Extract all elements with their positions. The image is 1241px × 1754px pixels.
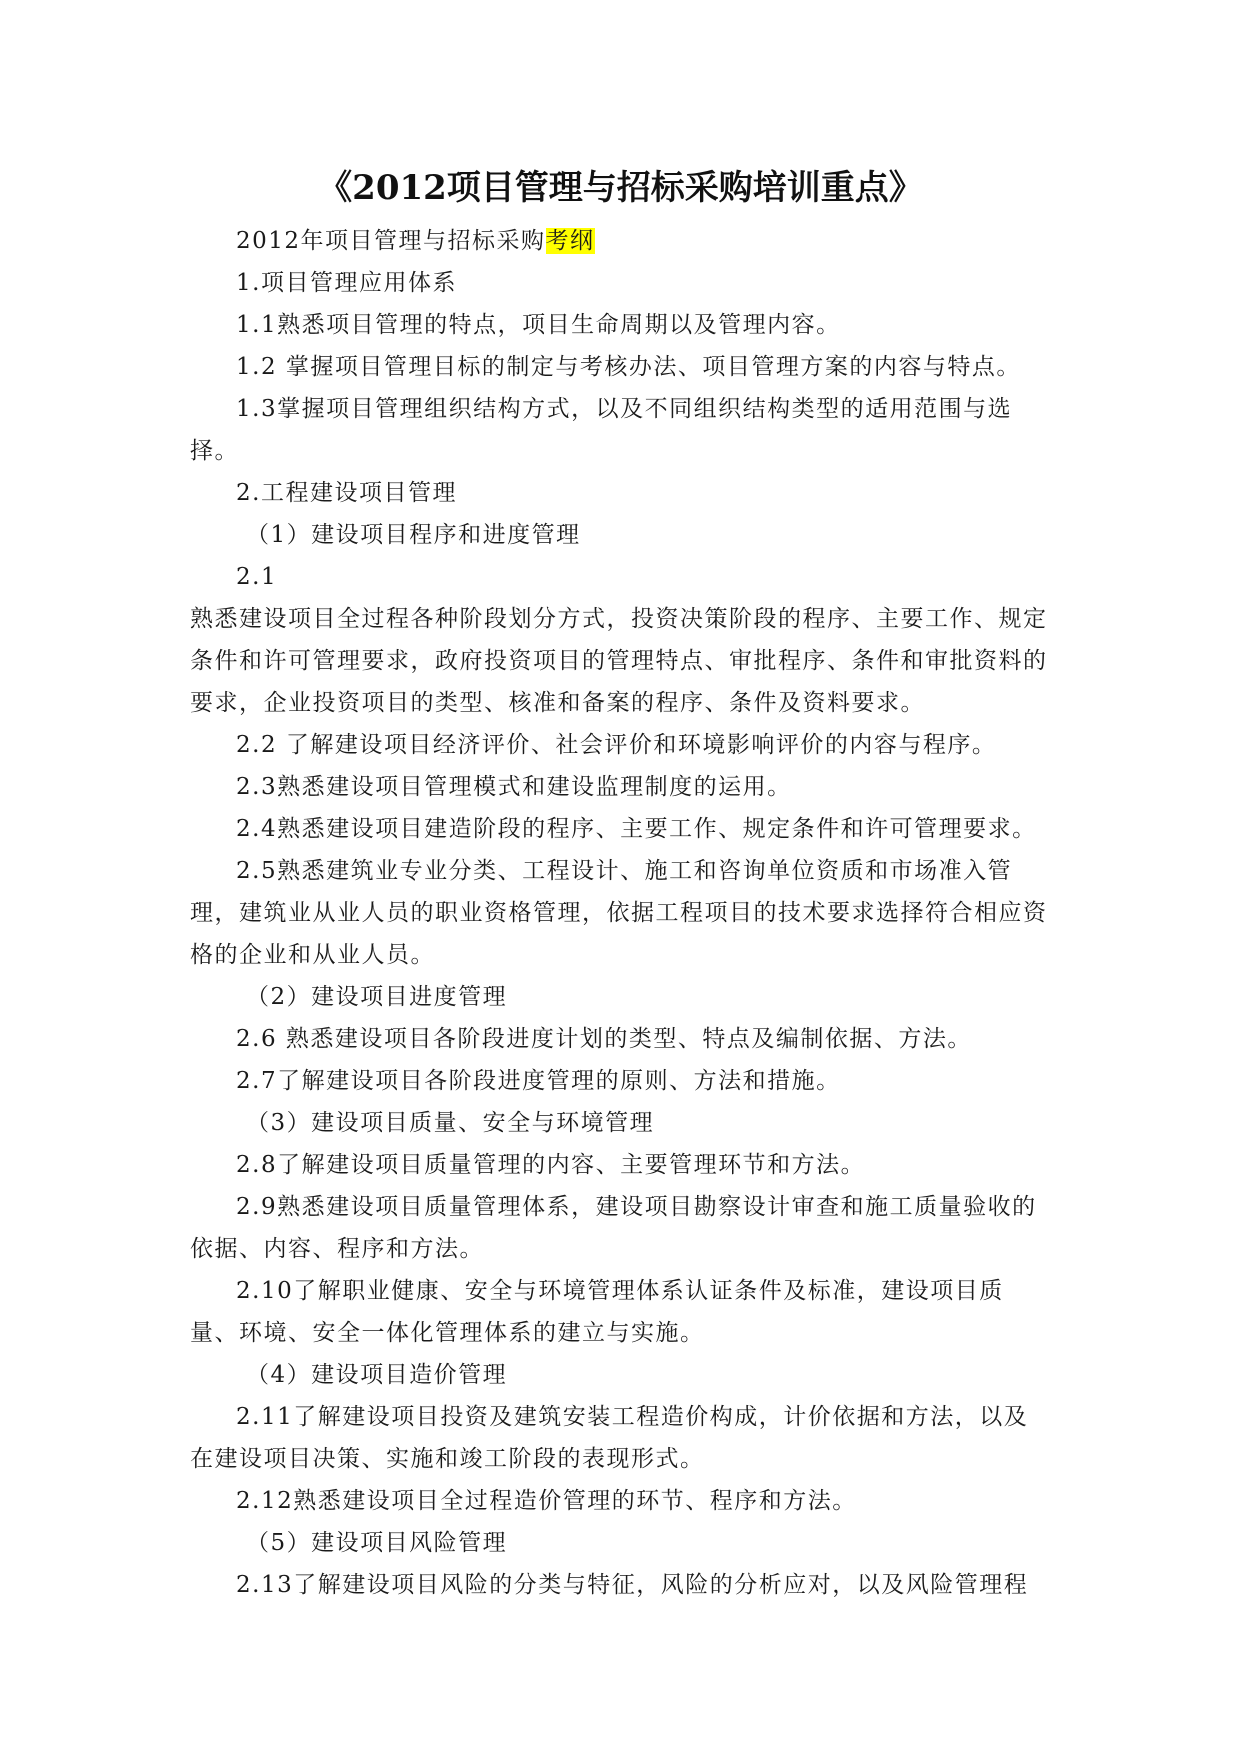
syllabus-subject: 项目管理与招标采购 bbox=[325, 228, 546, 254]
paragraph: 2.6 熟悉建设项目各阶段进度计划的类型、特点及编制依据、方法。 bbox=[236, 1026, 972, 1052]
paragraph: 2.13了解建设项目风险的分类与特征，风险的分析应对，以及风险管理程 bbox=[236, 1572, 1029, 1598]
paragraph: 2.2 了解建设项目经济评价、社会评价和环境影响评价的内容与程序。 bbox=[236, 732, 997, 758]
syllabus-highlight: 考纲 bbox=[545, 228, 595, 254]
paragraph: （2）建设项目进度管理 bbox=[246, 984, 508, 1010]
paragraph: 2.12熟悉建设项目全过程造价管理的环节、程序和方法。 bbox=[236, 1488, 857, 1514]
paragraph-list bbox=[190, 262, 1050, 1606]
paragraph: 1.项目管理应用体系 bbox=[236, 270, 457, 296]
paragraph: 1.3掌握项目管理组织结构方式，以及不同组织结构类型的适用范围与选择。 bbox=[190, 396, 1013, 464]
paragraph: 2.5熟悉建筑业专业分类、工程设计、施工和咨询单位资质和市场准入管理，建筑业从业人员的职业资格管理，依据工程项目的技术要求选择符合相应资格的企业和从业人员。 bbox=[190, 858, 1048, 968]
paragraph: 2.10了解职业健康、安全与环境管理体系认证条件及标准，建设项目质量、环境、安全一体化管理体系的建立与实施。 bbox=[190, 1278, 1004, 1346]
paragraph: 2.9熟悉建设项目质量管理体系，建设项目勘察设计审查和施工质量验收的依据、内容、程序和方法。 bbox=[190, 1194, 1037, 1262]
syllabus-year: 2012年 bbox=[236, 228, 326, 254]
paragraph: 1.2 掌握项目管理目标的制定与考核办法、项目管理方案的内容与特点。 bbox=[236, 354, 1021, 380]
paragraph: 2.3熟悉建设项目管理模式和建设监理制度的运用。 bbox=[236, 774, 792, 800]
document-title: 《2012项目管理与招标采购培训重点》 bbox=[318, 168, 923, 208]
document-body bbox=[190, 220, 1050, 1606]
paragraph: 2.7了解建设项目各阶段进度管理的原则、方法和措施。 bbox=[236, 1068, 841, 1094]
paragraph: 2.1 bbox=[236, 564, 278, 590]
paragraph: （5）建设项目风险管理 bbox=[246, 1530, 508, 1556]
paragraph: 2.4熟悉建设项目建造阶段的程序、主要工作、规定条件和许可管理要求。 bbox=[236, 816, 1037, 842]
syllabus-heading bbox=[190, 220, 1050, 262]
paragraph: 2.工程建设项目管理 bbox=[236, 480, 457, 506]
paragraph: 2.8了解建设项目质量管理的内容、主要管理环节和方法。 bbox=[236, 1152, 866, 1178]
paragraph: 1.1熟悉项目管理的特点，项目生命周期以及管理内容。 bbox=[236, 312, 841, 338]
paragraph: （4）建设项目造价管理 bbox=[246, 1362, 508, 1388]
paragraph: （3）建设项目质量、安全与环境管理 bbox=[246, 1110, 655, 1136]
paragraph: 2.11了解建设项目投资及建筑安装工程造价构成，计价依据和方法，以及在建设项目决策、实施和竣工阶段的表现形式。 bbox=[190, 1404, 1029, 1472]
paragraph: 熟悉建设项目全过程各种阶段划分方式，投资决策阶段的程序、主要工作、规定条件和许可管理要求，政府投资项目的管理特点、审批程序、条件和审批资料的要求，企业投资项目的类型、核准和备案的程序、条件及资料要求。 bbox=[190, 606, 1048, 716]
paragraph: （1）建设项目程序和进度管理 bbox=[246, 522, 581, 548]
